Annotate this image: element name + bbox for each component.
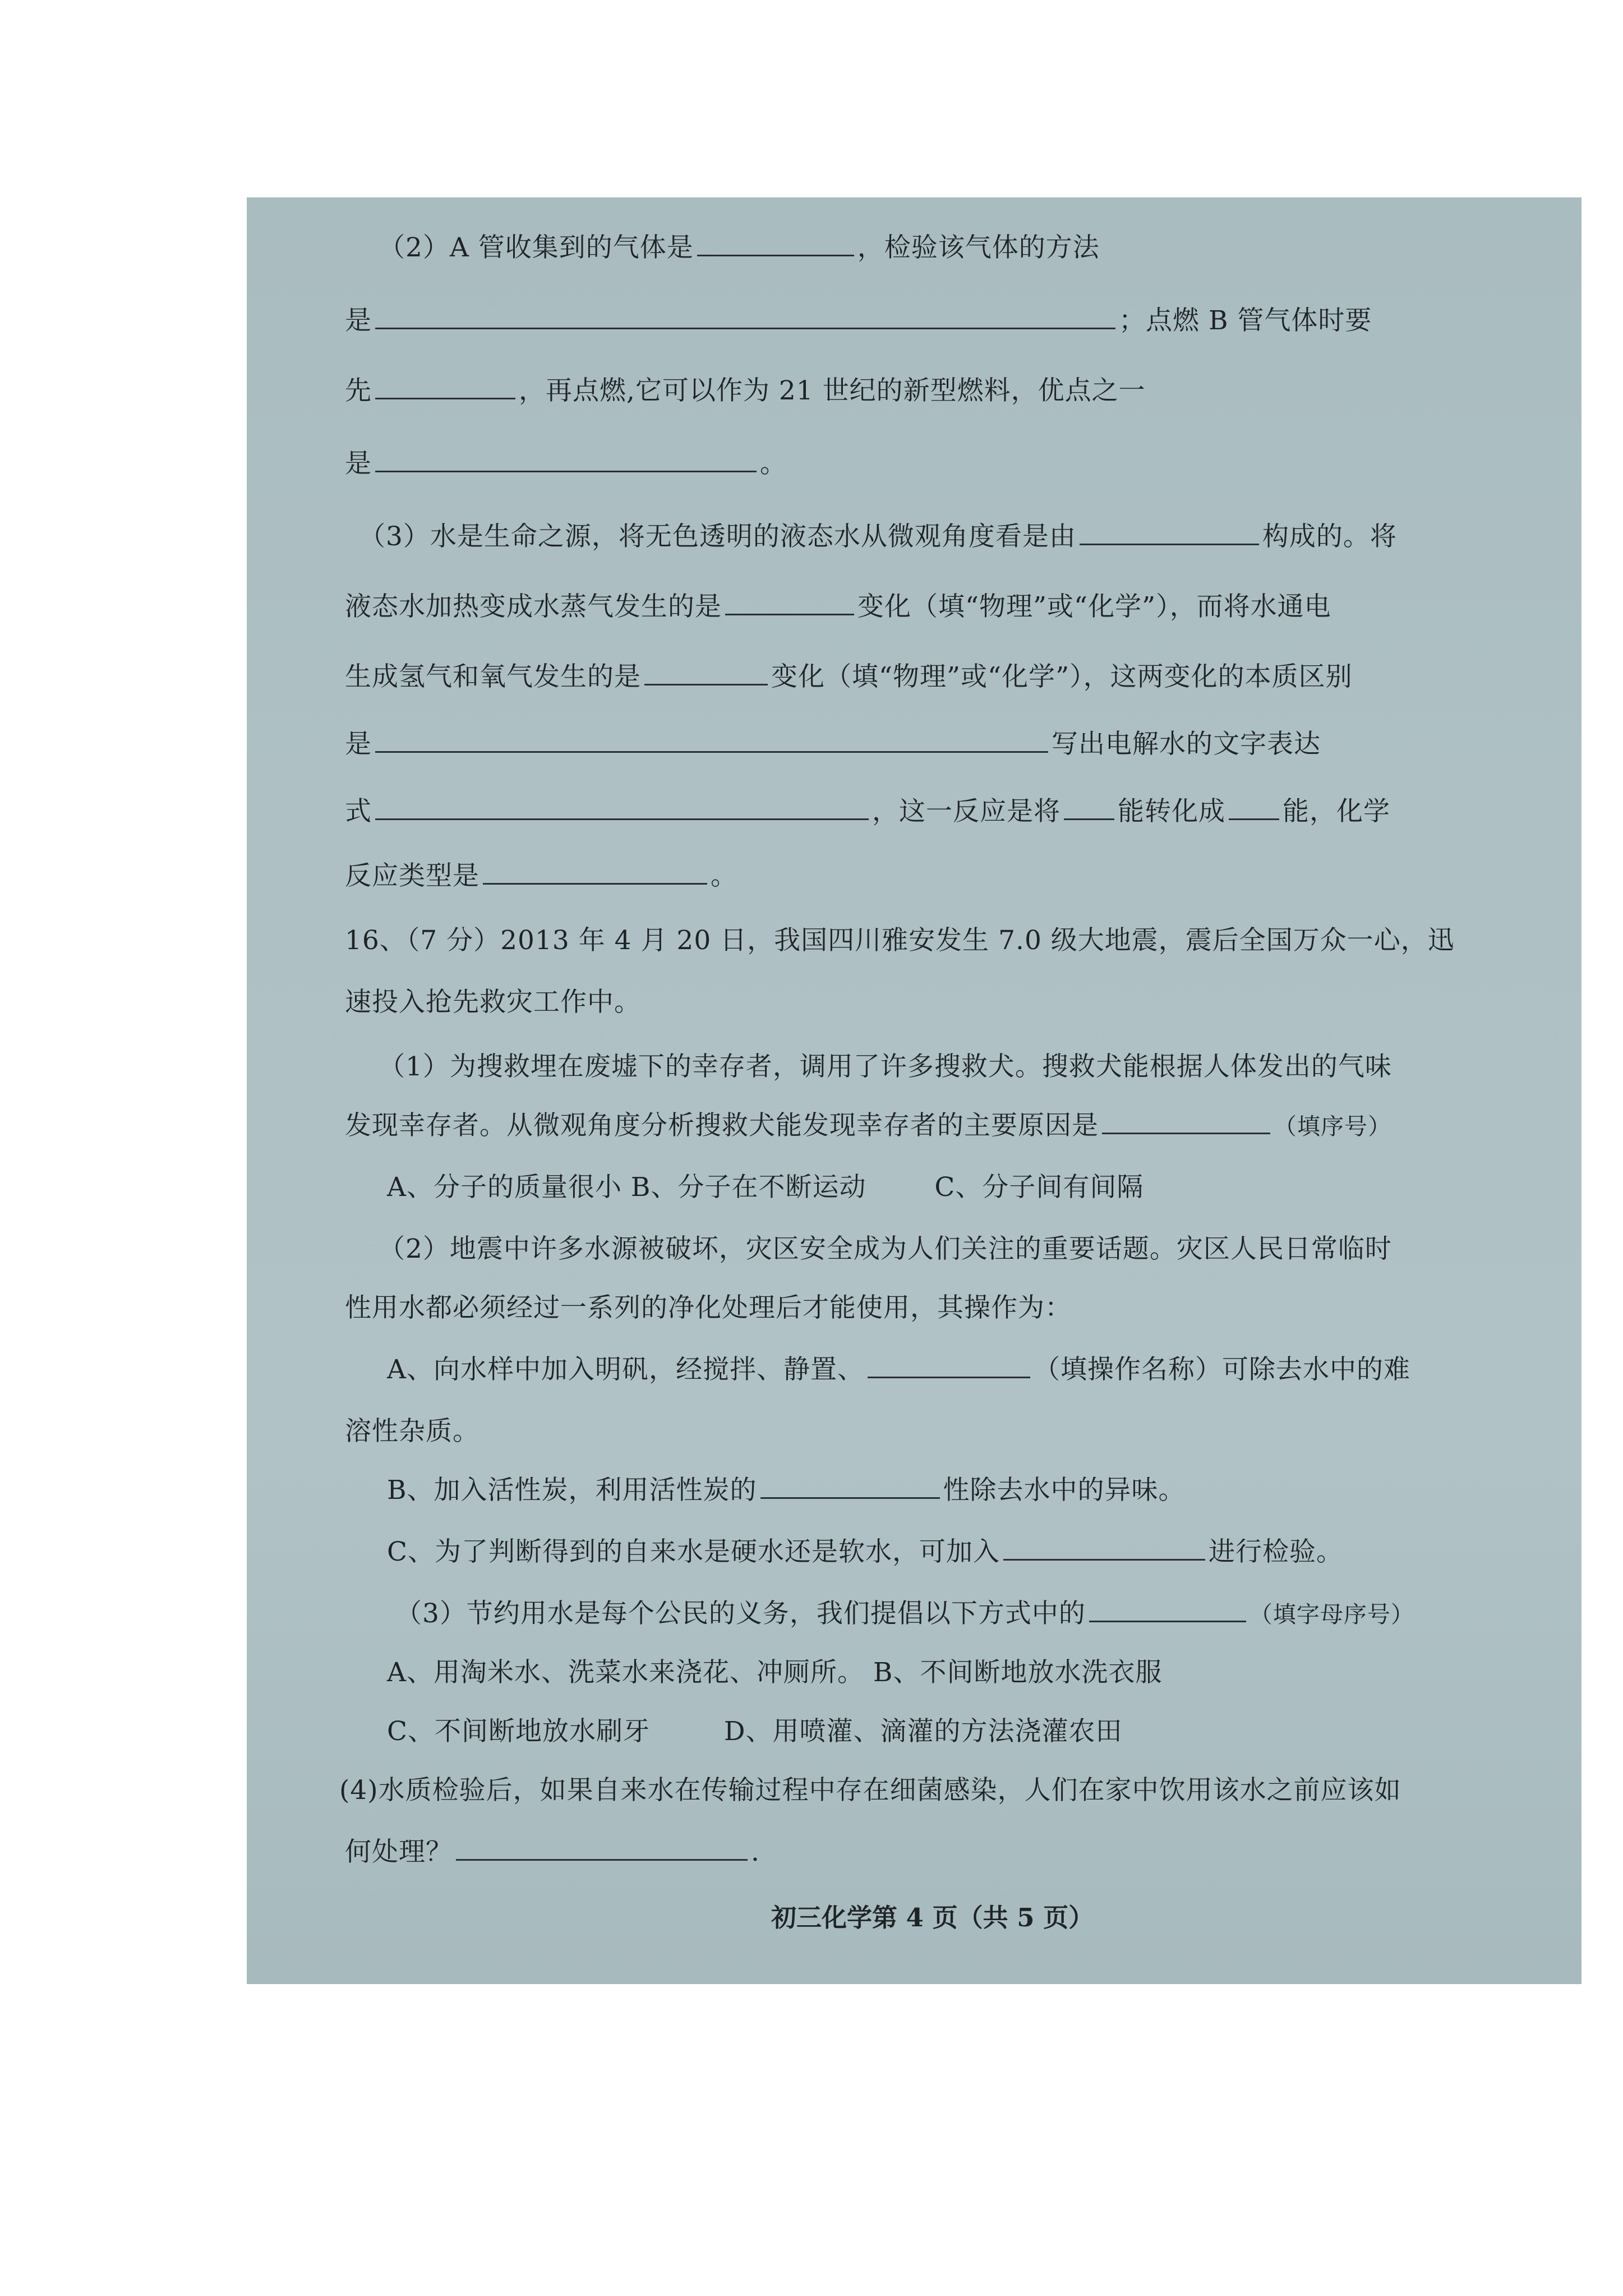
answer-blank[interactable] xyxy=(483,862,707,885)
answer-blank[interactable] xyxy=(760,1476,940,1499)
answer-blank[interactable] xyxy=(644,662,768,685)
q16-line-2: 速投入抢先救灾工作中。 xyxy=(345,987,641,1018)
q16-3-options-2 xyxy=(387,1715,1123,1749)
q16-4-line-1: (4)水质检验后，如果自来水在传输过程中存在细菌感染，人们在家中饮用该水之前应该如 xyxy=(339,1775,1401,1806)
q16-3-options-1 xyxy=(387,1656,1162,1690)
option-c[interactable]: C、不间断地放水刷牙 xyxy=(387,1716,650,1747)
q16-3-line-1: （3）节约用水是每个公民的义务，我们提倡以下方式中的 （填字母序号） xyxy=(395,1598,1414,1629)
option-a[interactable]: A、分子的质量很小 xyxy=(387,1172,622,1203)
q15-2-line-3: 先 ，再点燃,它可以作为 21 世纪的新型燃料，优点之一 xyxy=(345,375,1146,406)
q16-2-a-line: A、向水样中加入明矾，经搅拌、静置、 （填操作名称）可除去水中的难 xyxy=(387,1354,1410,1385)
exam-page-photo xyxy=(247,197,1581,1984)
q15-2-line-2: 是 ；点燃 B 管气体时要 xyxy=(345,305,1372,336)
q16-2-line-2: 性用水都必须经过一系列的净化处理后才能使用，其操作为： xyxy=(345,1292,1072,1323)
answer-blank[interactable] xyxy=(1080,522,1259,545)
q15-2-line-4: 是 。 xyxy=(345,448,787,479)
answer-blank[interactable] xyxy=(375,730,1048,753)
answer-blank[interactable] xyxy=(1229,797,1279,820)
q15-3-line-6: 反应类型是 。 xyxy=(345,861,737,891)
option-b[interactable]: B、不间断地放水洗衣服 xyxy=(873,1657,1163,1688)
q16-4-line-2: 何处理？ . xyxy=(345,1837,760,1867)
q16-2-a-line-2: 溶性杂质。 xyxy=(345,1416,479,1447)
q16-1-options xyxy=(387,1171,1144,1204)
answer-blank[interactable] xyxy=(1102,1111,1270,1134)
page-footer: 初三化学第 4 页（共 5 页） xyxy=(771,1903,1094,1932)
option-a[interactable]: A、用淘米水、洗菜水来浇花、冲厕所。 xyxy=(387,1657,864,1688)
q16-2-c-line: C、为了判断得到的自来水是硬水还是软水，可加入 进行检验。 xyxy=(387,1536,1343,1567)
option-b[interactable]: B、分子在不断运动 xyxy=(630,1172,866,1203)
answer-blank[interactable] xyxy=(1064,797,1114,820)
answer-blank[interactable] xyxy=(375,306,1115,329)
answer-blank[interactable] xyxy=(725,592,854,615)
q15-3-line-2: 液态水加热变成水蒸气发生的是 变化（填“物理”或“化学”），而将水通电 xyxy=(345,591,1331,622)
answer-blank[interactable] xyxy=(375,797,869,820)
answer-blank[interactable] xyxy=(1003,1538,1205,1561)
option-d[interactable]: D、用喷灌、滴灌的方法浇灌农田 xyxy=(723,1716,1123,1747)
q15-3-line-5: 式 ，这一反应是将 能转化成 能，化学 xyxy=(345,796,1390,827)
q16-line-1: 16、（7 分）2013 年 4 月 20 日，我国四川雅安发生 7.0 级大地震，震后全国万众一心，迅 xyxy=(345,925,1455,956)
q15-3-line-1: （3）水是生命之源，将无色透明的液态水从微观角度看是由 构成的。将 xyxy=(359,521,1397,552)
answer-blank[interactable] xyxy=(456,1838,748,1861)
answer-blank[interactable] xyxy=(375,449,757,472)
answer-blank[interactable] xyxy=(697,233,854,256)
answer-blank[interactable] xyxy=(375,376,515,399)
answer-blank[interactable] xyxy=(868,1355,1030,1378)
q16-1-line-2: 发现幸存者。从微观角度分析搜救犬能发现幸存者的主要原因是 （填序号） xyxy=(345,1110,1391,1141)
q15-2-line-1: （2）A 管收集到的气体是 ，检验该气体的方法 xyxy=(379,232,1100,263)
q16-2-line-1: （2）地震中许多水源被破坏，灾区安全成为人们关注的重要话题。灾区人民日常临时 xyxy=(379,1234,1392,1264)
option-c[interactable]: C、分子间有间隔 xyxy=(934,1172,1144,1203)
answer-blank[interactable] xyxy=(1089,1599,1246,1622)
q16-1-line-1: （1）为搜救埋在废墟下的幸存者，调用了许多搜救犬。搜救犬能根据人体发出的气味 xyxy=(379,1051,1392,1082)
q16-2-b-line: B、加入活性炭，利用活性炭的 性除去水中的异味。 xyxy=(387,1475,1186,1506)
q15-3-line-3: 生成氢气和氧气发生的是 变化（填“物理”或“化学”），这两变化的本质区别 xyxy=(345,661,1353,692)
q15-3-line-4: 是 写出电解水的文字表达 xyxy=(345,729,1321,760)
